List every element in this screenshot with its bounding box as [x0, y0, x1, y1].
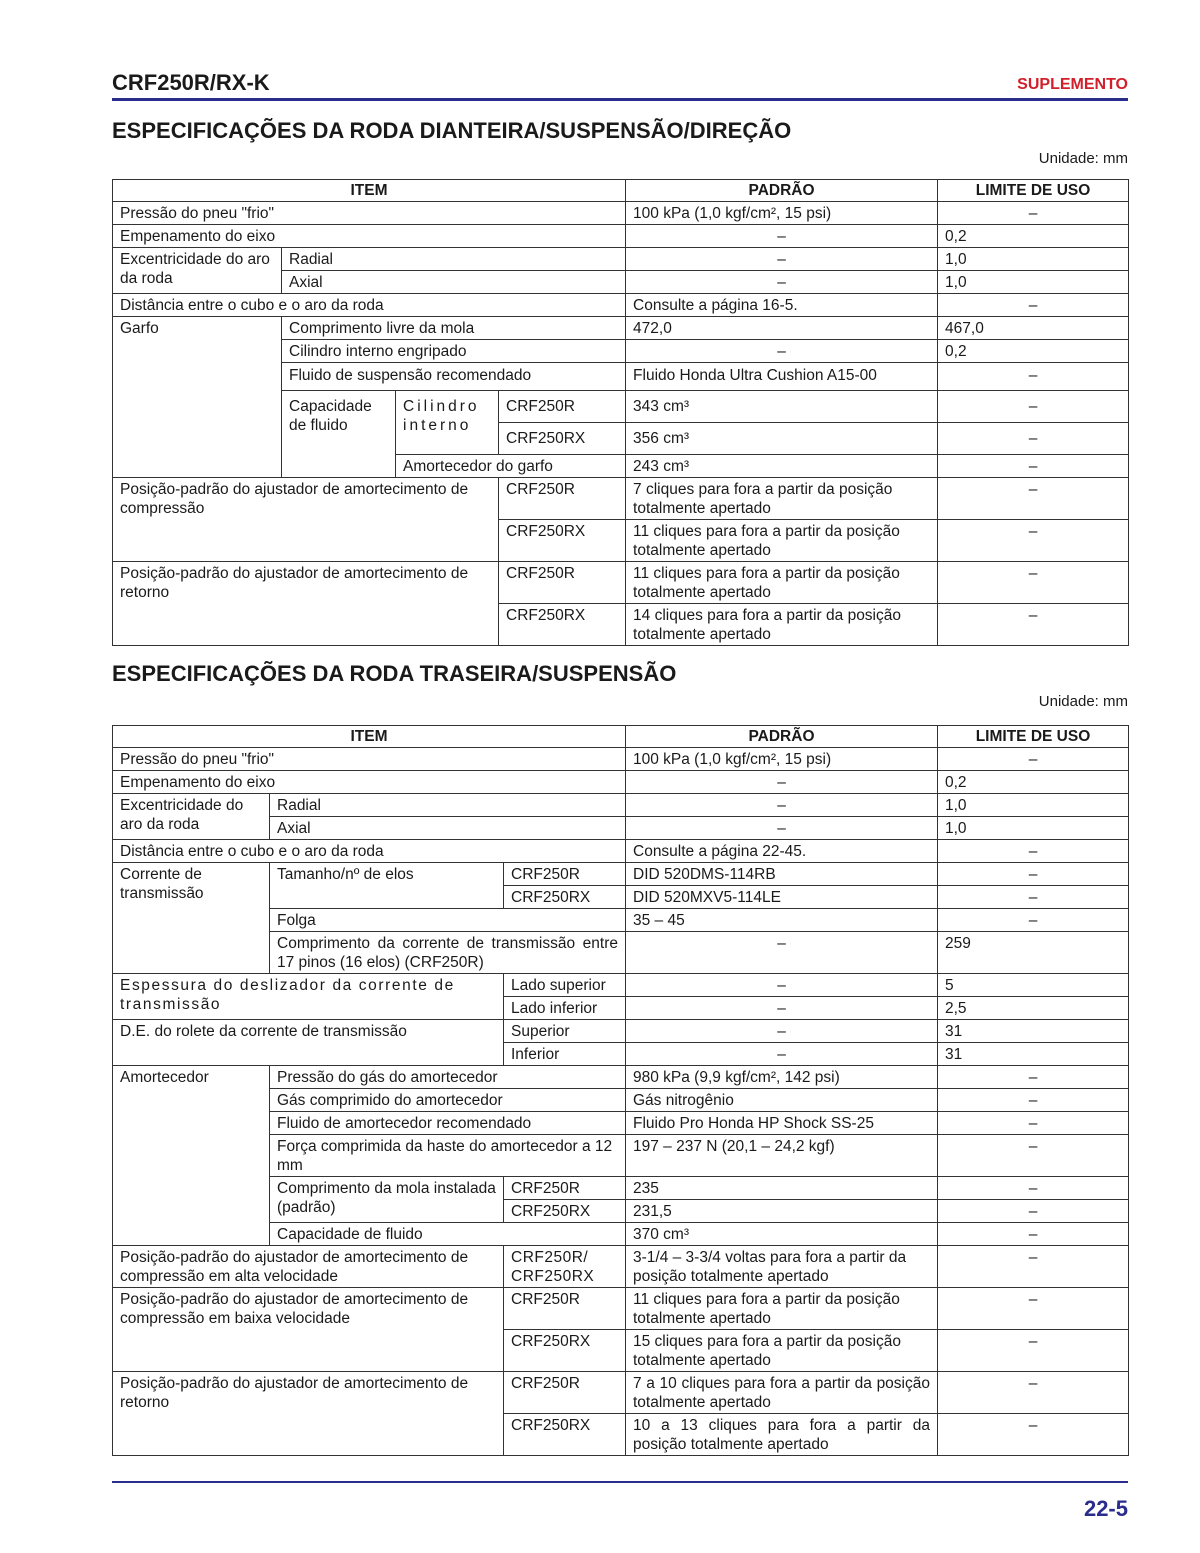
table-row: [113, 1372, 1129, 1414]
model-cell: Inferior: [504, 1043, 626, 1066]
col-limit: LIMITE DE USO: [938, 180, 1129, 202]
sub-item-cell: Axial: [282, 271, 626, 294]
table-row: [113, 202, 1129, 225]
item-cell: Espessura do deslizador da corrente de transmissão: [113, 974, 504, 1020]
std-cell: –: [626, 771, 938, 794]
limit-cell: –: [938, 1223, 1129, 1246]
table-row: [113, 1288, 1129, 1330]
limit-cell: –: [938, 909, 1129, 932]
limit-cell: –: [938, 1246, 1129, 1288]
sub-item-cell: Comprimento da mola instalada (padrão): [270, 1177, 504, 1223]
limit-cell: 0,2: [938, 340, 1129, 363]
table-row: [113, 840, 1129, 863]
std-cell: –: [626, 1043, 938, 1066]
std-cell: 370 cm³: [626, 1223, 938, 1246]
limit-cell: –: [938, 520, 1129, 562]
limit-cell: –: [938, 202, 1129, 225]
std-cell: Gás nitrogênio: [626, 1089, 938, 1112]
header-supplement: SUPLEMENTO: [1017, 76, 1128, 93]
model-cell: CRF250RX: [504, 886, 626, 909]
std-cell: 14 cliques para fora a partir da posição totalmente apertado: [626, 604, 938, 646]
item-cell: Distância entre o cubo e o aro da roda: [113, 294, 626, 317]
std-cell: 197 – 237 N (20,1 – 24,2 kgf): [626, 1135, 938, 1177]
limit-cell: –: [938, 363, 1129, 391]
page-number: 22-5: [1083, 1496, 1128, 1521]
std-cell: –: [626, 1020, 938, 1043]
limit-cell: –: [938, 886, 1129, 909]
model-cell: CRF250R: [499, 478, 626, 520]
std-cell: 10 a 13 cliques para fora a partir da posição totalmente apertado: [626, 1414, 938, 1456]
limit-cell: –: [938, 748, 1129, 771]
sub-item-cell: Tamanho/nº de elos: [270, 863, 504, 909]
footer-rule: [112, 1481, 1128, 1483]
std-cell: Consulte a página 16-5.: [626, 294, 938, 317]
std-cell: –: [626, 932, 938, 974]
limit-cell: –: [938, 840, 1129, 863]
limit-cell: –: [938, 1200, 1129, 1223]
limit-cell: –: [938, 863, 1129, 886]
limit-cell: –: [938, 1177, 1129, 1200]
table-row: [113, 974, 1129, 997]
model-cell: Superior: [504, 1020, 626, 1043]
std-cell: Fluido Honda Ultra Cushion A15-00: [626, 363, 938, 391]
col-limit: LIMITE DE USO: [938, 726, 1129, 748]
table-row: [113, 225, 1129, 248]
front-section-title: ESPECIFICAÇÕES DA RODA DIANTEIRA/SUSPENSÃO/DIREÇÃO: [112, 118, 792, 143]
model-cell: CRF250RX: [499, 604, 626, 646]
limit-cell: –: [938, 1288, 1129, 1330]
limit-cell: –: [938, 1112, 1129, 1135]
model-cell: CRF250R: [499, 391, 626, 423]
model-cell: Lado superior: [504, 974, 626, 997]
sub-item-cell: Radial: [282, 248, 626, 271]
sub-item-cell: Cilindro interno: [396, 391, 499, 455]
limit-cell: 5: [938, 974, 1129, 997]
limit-cell: –: [938, 478, 1129, 520]
model-cell: CRF250RX: [504, 1200, 626, 1223]
item-cell: Posição-padrão do ajustador de amortecimento de compressão: [113, 478, 499, 562]
sub-item-cell: Fluido de amortecedor recomendado: [270, 1112, 626, 1135]
std-cell: –: [626, 997, 938, 1020]
limit-cell: 31: [938, 1043, 1129, 1066]
model-cell: CRF250R: [504, 863, 626, 886]
std-cell: 472,0: [626, 317, 938, 340]
sub-item-cell: Capacidade de fluido: [270, 1223, 626, 1246]
limit-cell: –: [938, 1089, 1129, 1112]
table-row: [113, 771, 1129, 794]
rear-section-title: ESPECIFICAÇÕES DA RODA TRASEIRA/SUSPENSÃO: [112, 661, 677, 686]
item-cell: Posição-padrão do ajustador de amortecimento de compressão em baixa velocidade: [113, 1288, 504, 1372]
limit-cell: –: [938, 1372, 1129, 1414]
header-model: CRF250R/RX-K: [112, 70, 270, 95]
sub-item-cell: Folga: [270, 909, 626, 932]
std-cell: 11 cliques para fora a partir da posição totalmente apertado: [626, 1288, 938, 1330]
std-cell: –: [626, 974, 938, 997]
std-cell: DID 520DMS-114RB: [626, 863, 938, 886]
std-cell: –: [626, 340, 938, 363]
limit-cell: 1,0: [938, 271, 1129, 294]
table-row: [113, 794, 1129, 817]
model-cell: CRF250RX: [499, 423, 626, 455]
sub-item-cell: Amortecedor do garfo: [396, 455, 626, 478]
col-item: ITEM: [113, 726, 626, 748]
col-item: ITEM: [113, 180, 626, 202]
limit-cell: –: [938, 1330, 1129, 1372]
limit-cell: –: [938, 294, 1129, 317]
std-cell: 243 cm³: [626, 455, 938, 478]
std-cell: 15 cliques para fora a partir da posição totalmente apertado: [626, 1330, 938, 1372]
table-row: [113, 1020, 1129, 1043]
rear-unit: Unidade: mm: [1038, 693, 1128, 710]
std-cell: DID 520MXV5-114LE: [626, 886, 938, 909]
model-cell: CRF250R: [504, 1372, 626, 1414]
front-spec-table: [112, 179, 1129, 646]
limit-cell: 31: [938, 1020, 1129, 1043]
item-cell: Pressão do pneu "frio": [113, 748, 626, 771]
table-row: [113, 294, 1129, 317]
model-cell: CRF250R: [504, 1177, 626, 1200]
item-cell: Empenamento do eixo: [113, 771, 626, 794]
limit-cell: –: [938, 423, 1129, 455]
std-cell: 7 a 10 cliques para fora a partir da posição totalmente apertado: [626, 1372, 938, 1414]
sub-item-cell: Radial: [270, 794, 626, 817]
item-cell: Distância entre o cubo e o aro da roda: [113, 840, 626, 863]
std-cell: 100 kPa (1,0 kgf/cm², 15 psi): [626, 202, 938, 225]
std-cell: 231,5: [626, 1200, 938, 1223]
rear-spec-table: [112, 725, 1129, 1456]
model-cell: CRF250RX: [504, 1414, 626, 1456]
table-row: [113, 317, 1129, 340]
limit-cell: –: [938, 1414, 1129, 1456]
std-cell: 980 kPa (9,9 kgf/cm², 142 psi): [626, 1066, 938, 1089]
sub-item-cell: Capacidade de fluido: [282, 391, 396, 478]
limit-cell: –: [938, 562, 1129, 604]
limit-cell: 1,0: [938, 817, 1129, 840]
limit-cell: 259: [938, 932, 1129, 974]
model-cell: CRF250R: [499, 562, 626, 604]
sub-item-cell: Gás comprimido do amortecedor: [270, 1089, 626, 1112]
limit-cell: 2,5: [938, 997, 1129, 1020]
table-row: [113, 248, 1129, 271]
std-cell: 11 cliques para fora a partir da posição totalmente apertado: [626, 562, 938, 604]
limit-cell: 1,0: [938, 794, 1129, 817]
model-cell: CRF250R: [504, 1288, 626, 1330]
table-row: [113, 1246, 1129, 1288]
limit-cell: 0,2: [938, 771, 1129, 794]
sub-item-cell: Pressão do gás do amortecedor: [270, 1066, 626, 1089]
table-row: [113, 863, 1129, 886]
sub-item-cell: Axial: [270, 817, 626, 840]
item-cell: D.E. do rolete da corrente de transmissão: [113, 1020, 504, 1066]
table-row: [113, 562, 1129, 604]
std-cell: 235: [626, 1177, 938, 1200]
table-header-row: [113, 726, 1129, 748]
std-cell: –: [626, 271, 938, 294]
item-cell: Corrente de transmissão: [113, 863, 270, 974]
std-cell: –: [626, 817, 938, 840]
std-cell: –: [626, 794, 938, 817]
model-cell: CRF250RX: [499, 520, 626, 562]
std-cell: –: [626, 225, 938, 248]
limit-cell: –: [938, 1066, 1129, 1089]
std-cell: Fluido Pro Honda HP Shock SS-25: [626, 1112, 938, 1135]
std-cell: 356 cm³: [626, 423, 938, 455]
col-standard: PADRÃO: [626, 726, 938, 748]
item-cell: Posição-padrão do ajustador de amortecimento de compressão em alta velocidade: [113, 1246, 504, 1288]
table-row: [113, 478, 1129, 520]
sub-item-cell: Comprimento da corrente de transmissão entre 17 pinos (16 elos) (CRF250R): [270, 932, 626, 974]
item-cell: Amortecedor: [113, 1066, 270, 1246]
item-cell: Empenamento do eixo: [113, 225, 626, 248]
sub-item-cell: Fluido de suspensão recomendado: [282, 363, 626, 391]
table-header-row: [113, 180, 1129, 202]
item-cell: Pressão do pneu "frio": [113, 202, 626, 225]
std-cell: 35 – 45: [626, 909, 938, 932]
std-cell: 11 cliques para fora a partir da posição totalmente apertado: [626, 520, 938, 562]
table-row: [113, 1066, 1129, 1089]
item-cell: Excentricidade do aro da roda: [113, 248, 282, 294]
limit-cell: –: [938, 391, 1129, 423]
front-unit: Unidade: mm: [1038, 150, 1128, 167]
std-cell: Consulte a página 22-45.: [626, 840, 938, 863]
sub-item-cell: Comprimento livre da mola: [282, 317, 626, 340]
item-cell: Excentricidade do aro da roda: [113, 794, 270, 840]
model-cell: CRF250RX: [504, 1330, 626, 1372]
limit-cell: –: [938, 604, 1129, 646]
std-cell: 100 kPa (1,0 kgf/cm², 15 psi): [626, 748, 938, 771]
sub-item-cell: Cilindro interno engripado: [282, 340, 626, 363]
item-cell: Garfo: [113, 317, 282, 478]
limit-cell: 467,0: [938, 317, 1129, 340]
col-standard: PADRÃO: [626, 180, 938, 202]
std-cell: –: [626, 248, 938, 271]
std-cell: 3-1/4 – 3-3/4 voltas para fora a partir da posição totalmente apertado: [626, 1246, 938, 1288]
sub-item-cell: Força comprimida da haste do amortecedor a 12 mm: [270, 1135, 626, 1177]
std-cell: 343 cm³: [626, 391, 938, 423]
model-cell: CRF250R/ CRF250RX: [504, 1246, 626, 1288]
limit-cell: 1,0: [938, 248, 1129, 271]
std-cell: 7 cliques para fora a partir da posição totalmente apertado: [626, 478, 938, 520]
model-cell: Lado inferior: [504, 997, 626, 1020]
item-cell: Posição-padrão do ajustador de amortecimento de retorno: [113, 1372, 504, 1456]
limit-cell: 0,2: [938, 225, 1129, 248]
table-row: [113, 748, 1129, 771]
item-cell: Posição-padrão do ajustador de amortecimento de retorno: [113, 562, 499, 646]
limit-cell: –: [938, 455, 1129, 478]
limit-cell: –: [938, 1135, 1129, 1177]
header-rule: [112, 98, 1128, 101]
